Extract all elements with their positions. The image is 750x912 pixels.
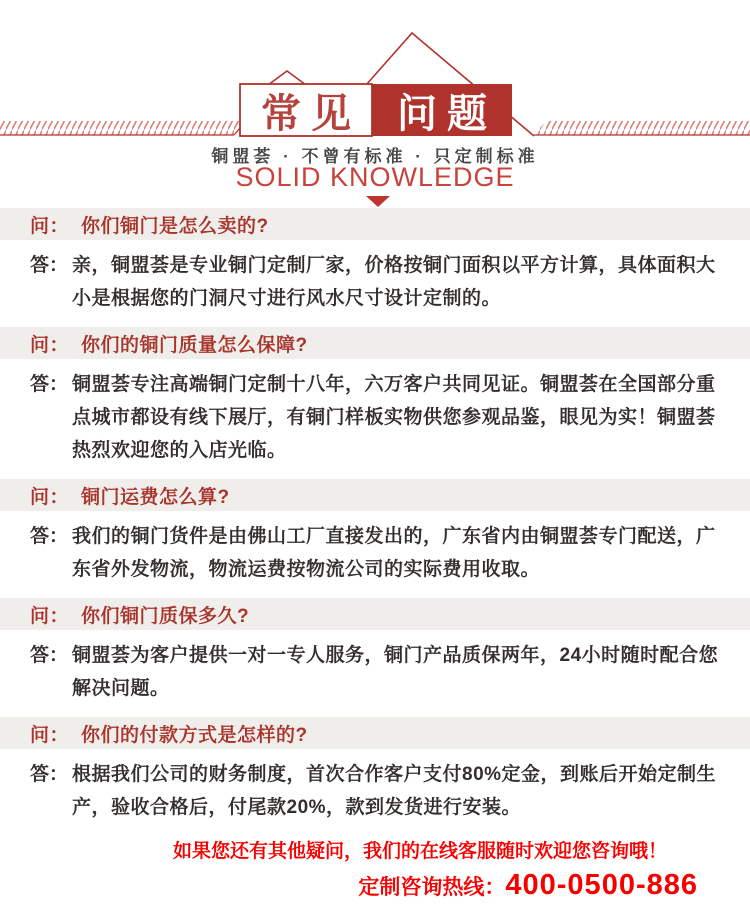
- down-arrow-icon: [366, 196, 390, 207]
- answer-text: 铜盟荟专注高端铜门定制十八年，六万客户共同见证。铜盟荟在全国部分重点城市都设有线下展厅，有铜门样板实物供您参观品鉴，眼见为实！铜盟荟热烈欢迎您的入店光临。: [72, 374, 716, 461]
- answer-label: 答：: [30, 526, 69, 547]
- hotline-label: 定制咨询热线：: [358, 876, 506, 899]
- answer-label: 答：: [30, 764, 69, 785]
- faq-item: [0, 327, 750, 467]
- faq-item: [0, 479, 750, 586]
- question-label: 问：: [30, 215, 70, 237]
- question-text: 你们铜门质保多久?: [81, 605, 250, 627]
- page-title-right: 问题: [397, 91, 497, 136]
- faq-item: [0, 717, 750, 824]
- answer-row: [30, 758, 720, 824]
- hatch-band-left: [0, 121, 246, 135]
- answer-label: 答：: [30, 645, 69, 666]
- question-label: 问：: [30, 334, 70, 356]
- footer-notice: 如果您还有其他疑问，我们的在线客服随时欢迎您咨询哦！: [172, 841, 667, 862]
- question-bar: [0, 598, 750, 630]
- question-bar: [0, 717, 750, 749]
- question-bar: [0, 327, 750, 359]
- question-label: 问：: [30, 486, 70, 508]
- answer-text: 铜盟荟为客户提供一对一专人服务，铜门产品质保两年，24小时随时配合您解决问题。: [72, 645, 719, 699]
- hotline-line: [0, 869, 750, 902]
- answer-row: [30, 639, 720, 705]
- question-text: 你们的铜门质量怎么保障?: [81, 334, 308, 356]
- question-text: 铜门运费怎么算?: [81, 486, 230, 508]
- answer-text: 根据我们公司的财务制度，首次合作客户支付80%定金，到账后开始定制生产，验收合格后，付尾款20%，款到发货进行安装。: [72, 764, 717, 818]
- faq-item: [0, 598, 750, 705]
- answer-label: 答：: [30, 255, 69, 276]
- question-text: 你们的付款方式是怎样的?: [81, 724, 308, 746]
- question-label: 问：: [30, 724, 70, 746]
- question-label: 问：: [30, 605, 70, 627]
- hatch-band-right: [534, 121, 750, 135]
- faq-item: [0, 208, 750, 315]
- answer-row: [30, 249, 720, 315]
- question-bar: [0, 208, 750, 240]
- page-title-left: 常见: [261, 91, 361, 136]
- hotline-number: 400-0500-886: [505, 869, 698, 901]
- answer-label: 答：: [30, 374, 69, 395]
- answer-text: 我们的铜门货件是由佛山工厂直接发出的，广东省内由铜盟荟专门配送，广东省外发物流，物流运费按物流公司的实际费用收取。: [72, 526, 716, 580]
- answer-text: 亲，铜盟荟是专业铜门定制厂家，价格按铜门面积以平方计算，具体面积大小是根据您的门洞尺寸进行风水尺寸设计定制的。: [72, 255, 716, 309]
- faq-list: [0, 208, 750, 824]
- answer-row: [30, 368, 720, 467]
- answer-row: [30, 520, 720, 586]
- brand-tagline-en: SOLID KNOWLEDGE: [235, 162, 515, 192]
- brand-tagline: 铜盟荟 · 不曾有标准 · 只定制标准: [211, 147, 539, 166]
- question-bar: [0, 479, 750, 511]
- question-text: 你们铜门是怎么卖的?: [81, 215, 269, 237]
- header-banner: [0, 0, 750, 208]
